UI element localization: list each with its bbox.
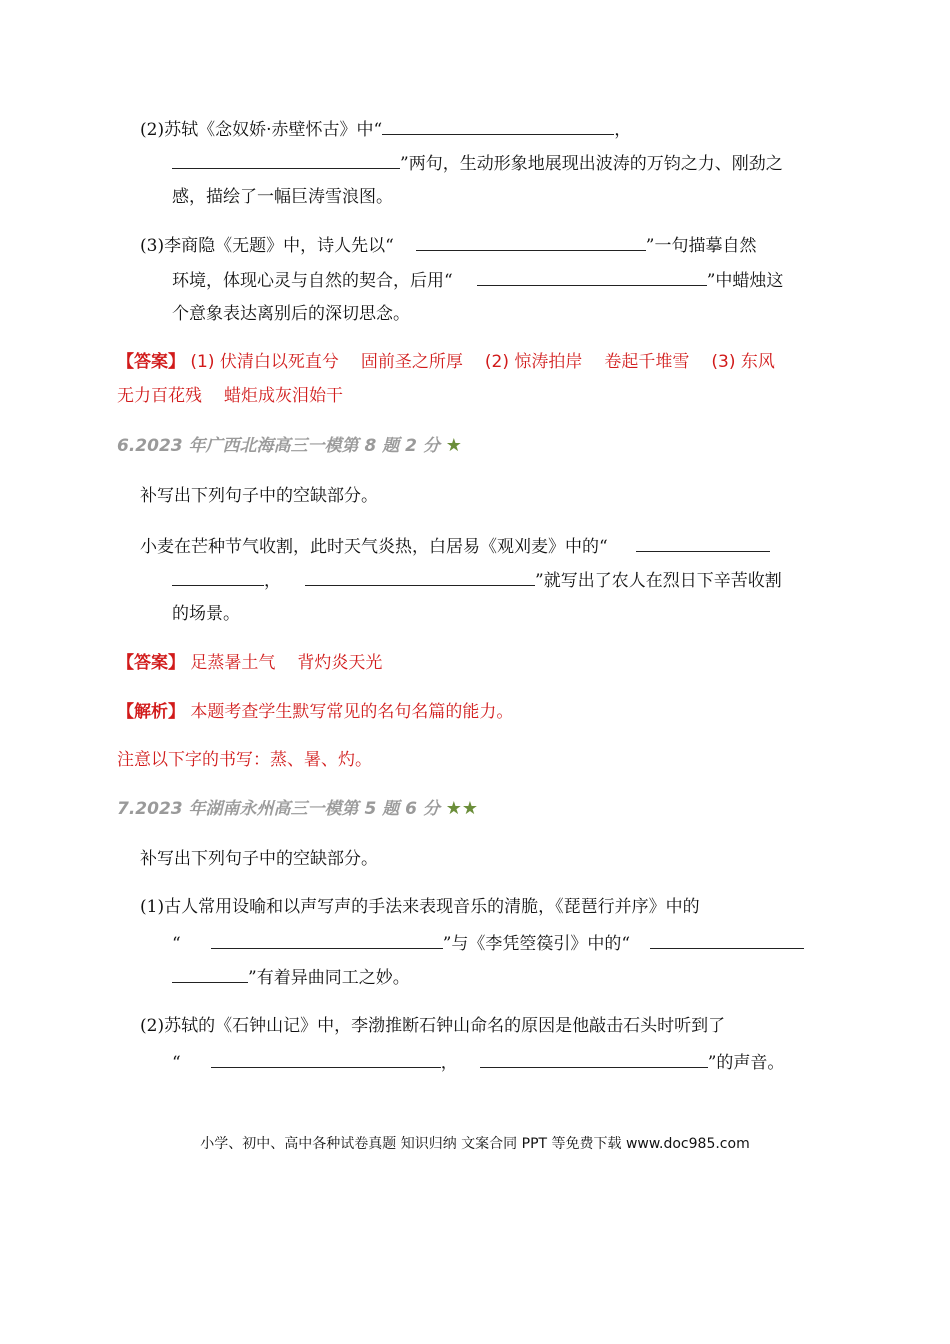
question-text: ”就写出了农人在烈日下辛苦收割 xyxy=(535,571,782,591)
q6-analysis xyxy=(117,701,513,723)
heading-text: 6.2023 年广西北海高三一模第 8 题 2 分 xyxy=(117,436,440,456)
fill-blank[interactable] xyxy=(305,569,535,586)
question-text: 苏轼的《石钟山记》中，李渤推断石钟山命名的原因是他敲击石头时听到了 xyxy=(164,1016,726,1036)
item-number: (1) xyxy=(140,897,165,917)
question-text: 个意象表达离别后的深切思念。 xyxy=(172,304,410,324)
answer-part: (1) 伏清白以死直兮 xyxy=(190,352,339,372)
item-number: (3) xyxy=(140,236,165,256)
punctuation: “ xyxy=(172,934,181,954)
page-footer: 小学、初中、高中各种试卷真题 知识归纳 文案合同 PPT 等免费下载 www.doc985.com xyxy=(200,1136,750,1152)
question-text: 的场景。 xyxy=(172,604,240,624)
question-text: ”两句，生动形象地展现出波涛的万钧之力、刚劲之 xyxy=(400,154,783,174)
question-text: ”与《李凭箜篌引》中的“ xyxy=(442,934,631,954)
fill-blank[interactable] xyxy=(172,966,248,983)
question-text: 苏轼《念奴娇·赤壁怀古》中“ xyxy=(164,120,383,140)
question-text: 感，描绘了一幅巨涛雪浪图。 xyxy=(172,187,393,207)
question-text: ”中蜡烛这 xyxy=(706,271,784,291)
q6-note xyxy=(117,749,372,771)
answer-label: 【答案】 xyxy=(117,352,185,372)
answer-part: 卷起千堆雪 xyxy=(604,352,690,372)
answer-part: 背灼炎天光 xyxy=(297,653,383,673)
q5-item2-line3 xyxy=(172,186,393,208)
q5-item3-line2 xyxy=(172,269,783,292)
q7-instruction xyxy=(140,848,378,870)
analysis-label: 【解析】 xyxy=(117,702,185,722)
q5-item3-line1 xyxy=(140,234,757,257)
punctuation: ， xyxy=(440,1053,458,1073)
q7-item1-line2 xyxy=(172,932,804,955)
punctuation: “ xyxy=(172,1053,181,1073)
fill-blank[interactable] xyxy=(172,152,400,169)
question-text: 古人常用设喻和以声写声的手法来表现音乐的清脆，《琵琶行并序》中的 xyxy=(164,897,700,917)
punctuation: ， xyxy=(614,120,632,140)
fill-blank[interactable] xyxy=(382,118,614,135)
question-text: 小麦在芒种节气收割，此时天气炎热，白居易《观刈麦》中的“ xyxy=(140,537,608,557)
instruction-text: 补写出下列句子中的空缺部分。 xyxy=(140,486,378,506)
q7-item1-line3 xyxy=(172,966,410,989)
fill-blank[interactable] xyxy=(480,1051,708,1068)
answer-part: 无力百花残 xyxy=(117,386,202,406)
q7-item2-line1 xyxy=(140,1015,725,1037)
punctuation: ， xyxy=(264,571,281,591)
heading-text: 7.2023 年湖南永州高三一模第 5 题 6 分 xyxy=(117,799,440,819)
fill-blank[interactable] xyxy=(477,269,707,286)
q7-item2-line2 xyxy=(172,1051,784,1074)
q5-answer-line1 xyxy=(117,351,775,373)
instruction-text: 补写出下列句子中的空缺部分。 xyxy=(140,849,378,869)
question-text: ”一句描摹自然 xyxy=(645,236,757,256)
item-number: (2) xyxy=(140,1016,165,1036)
fill-blank[interactable] xyxy=(416,234,646,251)
difficulty-stars-icon: ★★ xyxy=(445,798,479,819)
q7-item1-line1 xyxy=(140,896,700,918)
fill-blank[interactable] xyxy=(650,932,804,949)
q5-item2-line1 xyxy=(140,118,631,141)
answer-part: 足蒸暑土气 xyxy=(190,653,276,673)
q5-item3-line3 xyxy=(172,303,410,325)
fill-blank[interactable] xyxy=(636,535,770,552)
question-7-heading xyxy=(117,798,478,820)
q6-answer xyxy=(117,652,382,674)
answer-part: (3) 东风 xyxy=(711,352,775,372)
question-text: ”的声音。 xyxy=(707,1053,785,1073)
question-text: 环境，体现心灵与自然的契合，后用“ xyxy=(172,271,453,291)
difficulty-star-icon: ★ xyxy=(445,435,462,456)
analysis-text: 本题考查学生默写常见的名句名篇的能力。 xyxy=(190,702,514,722)
answer-part: 蜡炬成灰泪始干 xyxy=(224,386,343,406)
fill-blank[interactable] xyxy=(211,1051,441,1068)
answer-label: 【答案】 xyxy=(117,653,185,673)
fill-blank[interactable] xyxy=(172,569,264,586)
q5-item2-line2 xyxy=(172,152,783,175)
item-number: (2) xyxy=(140,120,165,140)
answer-part: (2) 惊涛拍岸 xyxy=(484,352,583,372)
note-text: 注意以下字的书写：蒸、暑、灼。 xyxy=(117,750,372,770)
q6-line1 xyxy=(140,535,770,558)
question-text: ”有着异曲同工之妙。 xyxy=(248,968,410,988)
fill-blank[interactable] xyxy=(211,932,443,949)
q5-answer-line2 xyxy=(117,385,343,407)
q6-instruction xyxy=(140,485,378,507)
answer-part: 固前圣之所厚 xyxy=(360,352,463,372)
q6-line3 xyxy=(172,603,240,625)
q6-line2 xyxy=(172,569,782,592)
question-text: 李商隐《无题》中，诗人先以“ xyxy=(164,236,394,256)
question-6-heading xyxy=(117,435,462,457)
